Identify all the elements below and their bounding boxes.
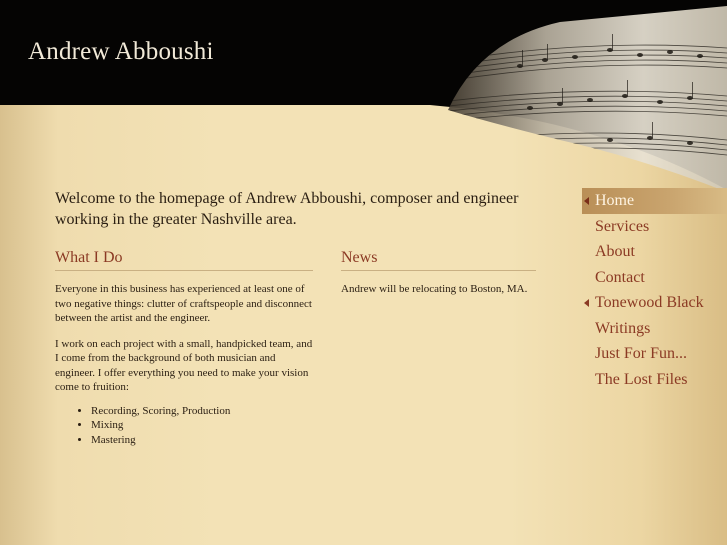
nav-item-label: Just For Fun... (595, 345, 688, 362)
header-artwork (0, 0, 727, 200)
what-i-do-paragraph-2: I work on each project with a small, handpicked team, and I come from the background of both musician and engineer. I offer everything you need to make your vision come to fruition: (55, 337, 313, 393)
nav-item-label: Tonewood Black (595, 294, 704, 311)
news-section (341, 249, 536, 297)
nav-item-just-for-fun[interactable] (582, 341, 727, 367)
nav-item-label: Services (595, 217, 650, 235)
nav-item-about[interactable] (582, 239, 727, 265)
nav-item-services[interactable] (582, 214, 727, 240)
arrow-left-icon (584, 197, 589, 205)
what-i-do-section (55, 249, 313, 447)
nav-item-label: The Lost Files (595, 370, 688, 388)
nav-item-label: About (595, 243, 635, 260)
nav-item-label: Writings (595, 319, 651, 337)
main-nav (582, 188, 727, 392)
arrow-left-icon (584, 299, 589, 307)
news-heading: News (341, 249, 536, 271)
intro-text: Welcome to the homepage of Andrew Abboushi, composer and engineer working in the greater Nashville area. (55, 190, 519, 228)
what-i-do-paragraph-1: Everyone in this business has experienced at least one of two negative things: clutter of craftspeople and disconnect between the artist and the engineer. (55, 283, 312, 324)
nav-item-contact[interactable] (582, 265, 727, 291)
header-banner (0, 0, 727, 200)
nav-item-writings[interactable] (582, 316, 727, 342)
nav-item-label: Contact (595, 268, 645, 286)
services-list (55, 404, 313, 448)
site-title[interactable]: Andrew Abboushi (28, 38, 214, 65)
nav-item-lost-files[interactable] (582, 367, 727, 393)
nav-item-label: Home (595, 192, 635, 209)
service-item: • Mastering (91, 433, 313, 448)
nav-item-home[interactable] (582, 188, 727, 214)
what-i-do-heading: What I Do (55, 249, 313, 271)
news-item: Andrew will be relocating to Boston, MA. (341, 283, 528, 295)
service-item: • Recording, Scoring, Production (91, 404, 313, 419)
nav-item-tonewood-black[interactable] (582, 290, 727, 316)
service-item: • Mixing (91, 418, 313, 433)
